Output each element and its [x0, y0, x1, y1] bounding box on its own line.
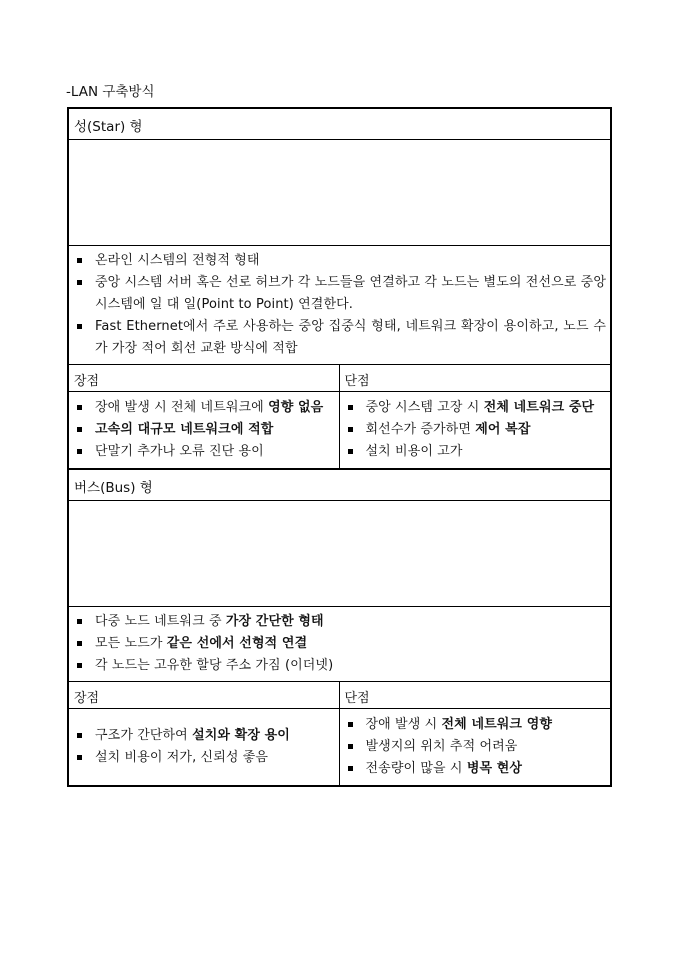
- emphasis: 설치와 확장 용이: [192, 728, 290, 743]
- list-item: [346, 736, 607, 758]
- emphasis: 제어 복잡: [475, 422, 531, 437]
- star-description: [69, 246, 610, 365]
- text: 회선수가 증가하면: [365, 422, 476, 437]
- bus-section: [69, 470, 610, 787]
- list-item: [346, 441, 607, 463]
- text: 발생지의 위치 추적 어려움: [365, 739, 518, 754]
- bus-pros-list: [69, 709, 340, 785]
- text: 모든 노드가: [95, 636, 167, 651]
- star-title: 성(Star) 형: [69, 109, 610, 140]
- emphasis: 가장 간단한 형태: [225, 614, 324, 629]
- star-diagram-area: [69, 140, 610, 246]
- emphasis: 영향 없음: [268, 400, 324, 415]
- bus-pros-cons: [69, 709, 610, 785]
- star-section: [69, 109, 610, 470]
- star-pros-list: [69, 392, 340, 468]
- list-item: [346, 714, 607, 736]
- text: 구조가 간단하여: [95, 728, 193, 743]
- text: 단말기 추가나 오류 진단 용이: [95, 444, 264, 459]
- text: 설치 비용이 저가, 신뢰성 좋음: [95, 750, 269, 765]
- text: 중앙 시스템 고장 시: [365, 400, 484, 415]
- list-item: [75, 725, 335, 747]
- emphasis: 전체 네트워크 영향: [441, 717, 553, 732]
- star-cons-list: [340, 392, 611, 468]
- bus-cons-label: 단점: [344, 691, 370, 706]
- bus-pros-label: 장점: [69, 682, 340, 708]
- list-item: [346, 397, 607, 419]
- text: 전송량이 많을 시: [365, 761, 467, 776]
- list-item: Fast Ethernet에서 주로 사용하는 중앙 집중식 형태, 네트워크 확장이 용이하고, 노드 수가 가장 적어 회선 교환 방식에 적합: [75, 316, 606, 360]
- list-item: [75, 397, 335, 419]
- text: 장애 발생 시: [365, 717, 442, 732]
- text: 설치 비용이 고가: [365, 444, 463, 459]
- star-pros-label: 장점: [69, 365, 340, 391]
- page-heading: -LAN 구축방식: [66, 84, 155, 100]
- bus-cons-list: [340, 709, 611, 785]
- list-item: [346, 419, 607, 441]
- lan-topology-table: [67, 107, 612, 787]
- emphasis: 같은 선에서 선형적 연결: [166, 636, 308, 651]
- list-item: [75, 441, 335, 463]
- emphasis: 고속의 대규모 네트워크에 적합: [95, 422, 274, 437]
- star-pros-cons: [69, 392, 610, 468]
- text: 다중 노드 네트워크 중: [95, 614, 226, 629]
- list-item: 온라인 시스템의 전형적 형태: [75, 250, 606, 272]
- bus-description: [69, 607, 610, 682]
- list-item: [75, 633, 606, 655]
- list-item: [75, 611, 606, 633]
- list-item: 중앙 시스템 서버 혹은 선로 허브가 각 노드들을 연결하고 각 노드는 별도의 전선으로 중앙 시스템에 일 대 일(Point to Point) 연결한다.: [75, 272, 606, 316]
- text: 장애 발생 시 전체 네트워크에: [95, 400, 269, 415]
- star-cons-label: 단점: [344, 374, 370, 389]
- emphasis: 병목 현상: [466, 761, 523, 776]
- bus-diagram-area: [69, 501, 610, 607]
- bus-title: 버스(Bus) 형: [69, 470, 610, 501]
- text: 각 노드는 고유한 할당 주소 가짐 (이더넷): [95, 658, 334, 673]
- bus-pros-cons-header: [69, 682, 610, 709]
- list-item: [346, 758, 607, 780]
- list-item: [75, 747, 335, 769]
- list-item: [75, 655, 606, 677]
- list-item: [75, 419, 335, 441]
- star-pros-cons-header: [69, 365, 610, 392]
- emphasis: 전체 네트워크 중단: [483, 400, 595, 415]
